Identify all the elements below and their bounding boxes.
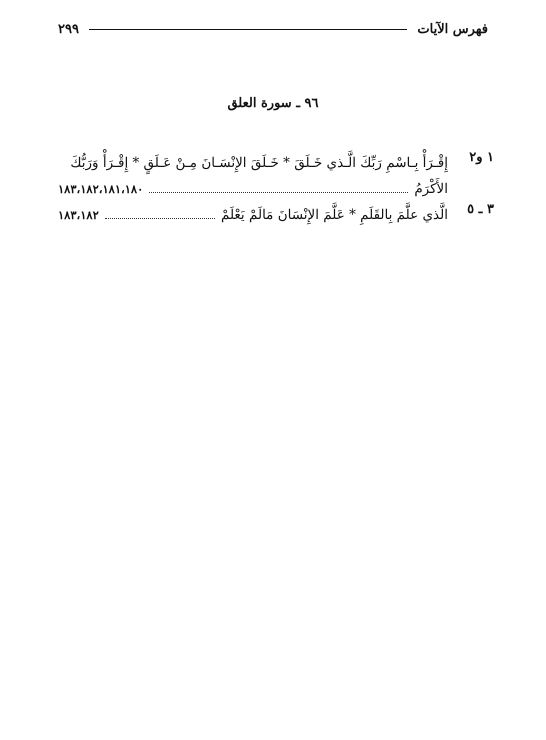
running-title: فهرس الآيات bbox=[417, 21, 488, 37]
verse-text: إِقْـرَأْ بِـاسْمِ رَبِّكَ الَّـذي خَـلَقَ * خَـلَقَ الإِنْسَـانَ مِـنْ عَـلَقٍ * إِقْـرَأْ وَرَبُّكَ bbox=[70, 155, 448, 171]
dot-leader bbox=[149, 192, 408, 193]
verse-number: ١ و٢ bbox=[469, 150, 494, 165]
page-header bbox=[58, 18, 488, 40]
surah-title: ٩٦ ـ سورة العلق bbox=[227, 96, 319, 111]
verse-entry bbox=[58, 202, 494, 228]
verse-text: الَّذي علَّمَ بِالقَلَمِ * عَلَّمَ الإِنْسَانَ مَالَمْ يَعْلَمْ bbox=[220, 207, 448, 223]
verse-entry bbox=[58, 150, 494, 202]
verse-text-line bbox=[58, 202, 448, 228]
page-references: ١٨٣،١٨٢ bbox=[58, 208, 99, 222]
verse-number: ٣ ـ ٥ bbox=[467, 202, 494, 217]
verse-index-list bbox=[58, 150, 494, 228]
dot-leader bbox=[105, 218, 215, 219]
verse-text-line bbox=[58, 176, 448, 202]
verse-text: الأَكْرَمُ bbox=[414, 181, 448, 197]
verse-text-line bbox=[58, 150, 448, 176]
page-references: ١٨٣،١٨٢،١٨١،١٨٠ bbox=[58, 182, 144, 196]
header-rule bbox=[89, 29, 407, 30]
page-number: ٢٩٩ bbox=[58, 21, 79, 37]
